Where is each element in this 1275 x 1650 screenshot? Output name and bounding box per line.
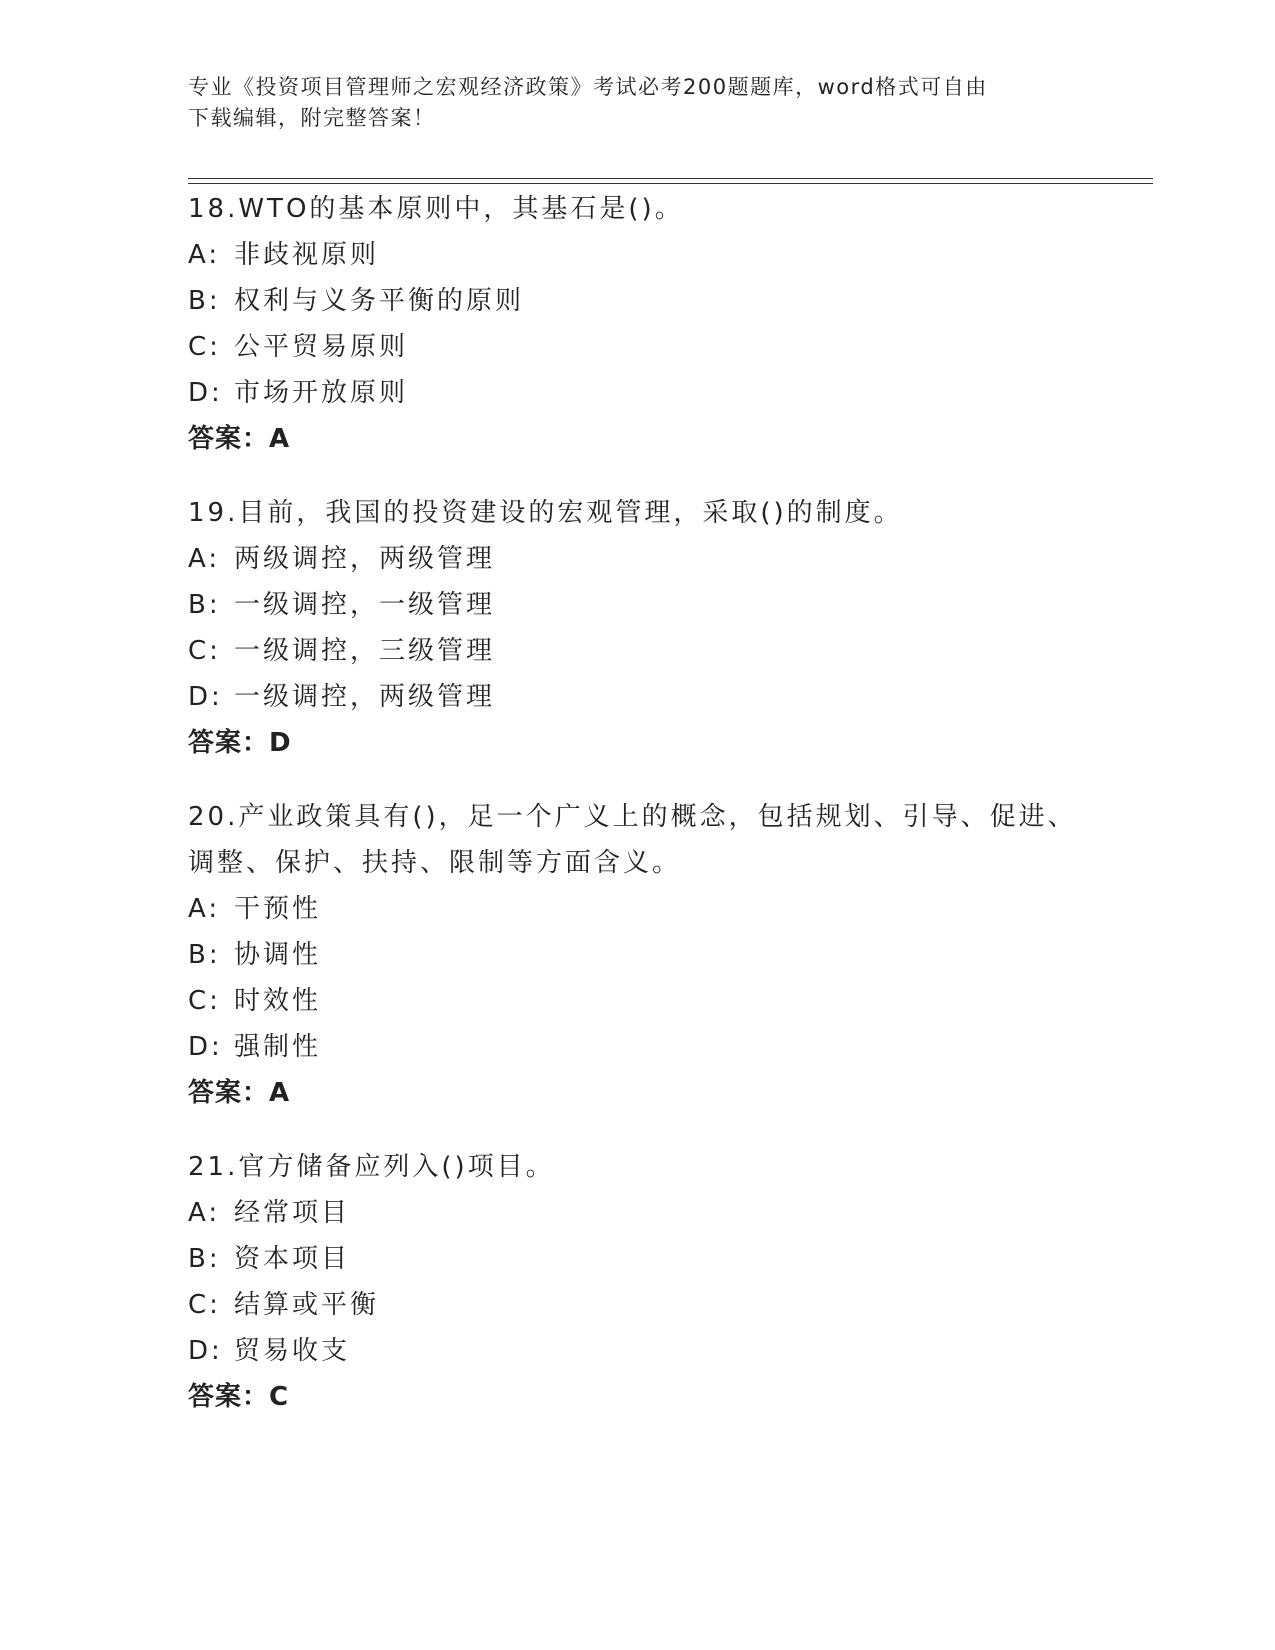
question-21 xyxy=(188,1144,1088,1420)
answer-line: 答案：D xyxy=(188,728,292,758)
option-text: 权利与义务平衡的原则 xyxy=(234,286,525,316)
option-d xyxy=(188,1328,1088,1374)
option-text: 一级调控，两级管理 xyxy=(234,682,496,712)
option-key: A: xyxy=(188,240,221,270)
header-divider-bottom xyxy=(188,183,1153,184)
option-a xyxy=(188,232,1088,278)
answer-line: 答案：C xyxy=(188,1382,290,1412)
option-text: 时效性 xyxy=(234,986,322,1016)
option-a xyxy=(188,886,1088,932)
question-18 xyxy=(188,186,1088,462)
option-b xyxy=(188,582,1088,628)
document-header xyxy=(188,72,1088,134)
option-key: A: xyxy=(188,544,221,574)
header-line-1: 专业《投资项目管理师之宏观经济政策》考试必考200题题库，word格式可自由 xyxy=(188,75,988,99)
option-b xyxy=(188,932,1088,978)
option-key: B: xyxy=(188,590,221,620)
option-text: 非歧视原则 xyxy=(234,240,380,270)
option-text: 两级调控，两级管理 xyxy=(234,544,496,574)
question-stem-continued: 调整、保护、扶持、限制等方面含义。 xyxy=(188,848,682,878)
option-c xyxy=(188,978,1088,1024)
option-c xyxy=(188,628,1088,674)
option-c xyxy=(188,1282,1088,1328)
option-text: 协调性 xyxy=(234,940,322,970)
question-20 xyxy=(188,794,1088,1116)
option-text: 公平贸易原则 xyxy=(234,332,409,362)
question-stem: 18.WTO的基本原则中，其基石是()。 xyxy=(188,194,684,224)
option-d xyxy=(188,370,1088,416)
option-c xyxy=(188,324,1088,370)
option-text: 强制性 xyxy=(234,1032,322,1062)
question-stem: 20.产业政策具有()，足一个广义上的概念，包括规划、引导、促进、 xyxy=(188,802,1077,832)
option-key: B: xyxy=(188,286,221,316)
option-key: D: xyxy=(188,682,223,712)
option-text: 结算或平衡 xyxy=(234,1290,380,1320)
header-divider-top xyxy=(188,178,1153,179)
option-a xyxy=(188,536,1088,582)
option-text: 贸易收支 xyxy=(234,1336,351,1366)
question-list xyxy=(188,186,1088,1448)
option-text: 市场开放原则 xyxy=(234,378,409,408)
option-a xyxy=(188,1190,1088,1236)
option-b xyxy=(188,278,1088,324)
question-stem: 21.官方储备应列入()项目。 xyxy=(188,1152,555,1182)
header-line-2: 下载编辑，附完整答案！ xyxy=(188,106,436,130)
option-key: C: xyxy=(188,986,221,1016)
option-key: B: xyxy=(188,1244,221,1274)
option-key: C: xyxy=(188,332,221,362)
answer-line: 答案：A xyxy=(188,424,291,454)
option-text: 资本项目 xyxy=(234,1244,351,1274)
answer-line: 答案：A xyxy=(188,1078,291,1108)
option-b xyxy=(188,1236,1088,1282)
option-key: D: xyxy=(188,1336,223,1366)
option-d xyxy=(188,674,1088,720)
option-key: C: xyxy=(188,636,221,666)
option-key: A: xyxy=(188,1198,221,1228)
option-key: D: xyxy=(188,1032,223,1062)
question-stem: 19.目前，我国的投资建设的宏观管理，采取()的制度。 xyxy=(188,498,903,528)
option-key: C: xyxy=(188,1290,221,1320)
option-text: 一级调控，三级管理 xyxy=(234,636,496,666)
option-key: D: xyxy=(188,378,223,408)
option-text: 经常项目 xyxy=(234,1198,351,1228)
question-19 xyxy=(188,490,1088,766)
option-key: B: xyxy=(188,940,221,970)
option-text: 干预性 xyxy=(234,894,322,924)
option-text: 一级调控，一级管理 xyxy=(234,590,496,620)
option-key: A: xyxy=(188,894,221,924)
option-d xyxy=(188,1024,1088,1070)
